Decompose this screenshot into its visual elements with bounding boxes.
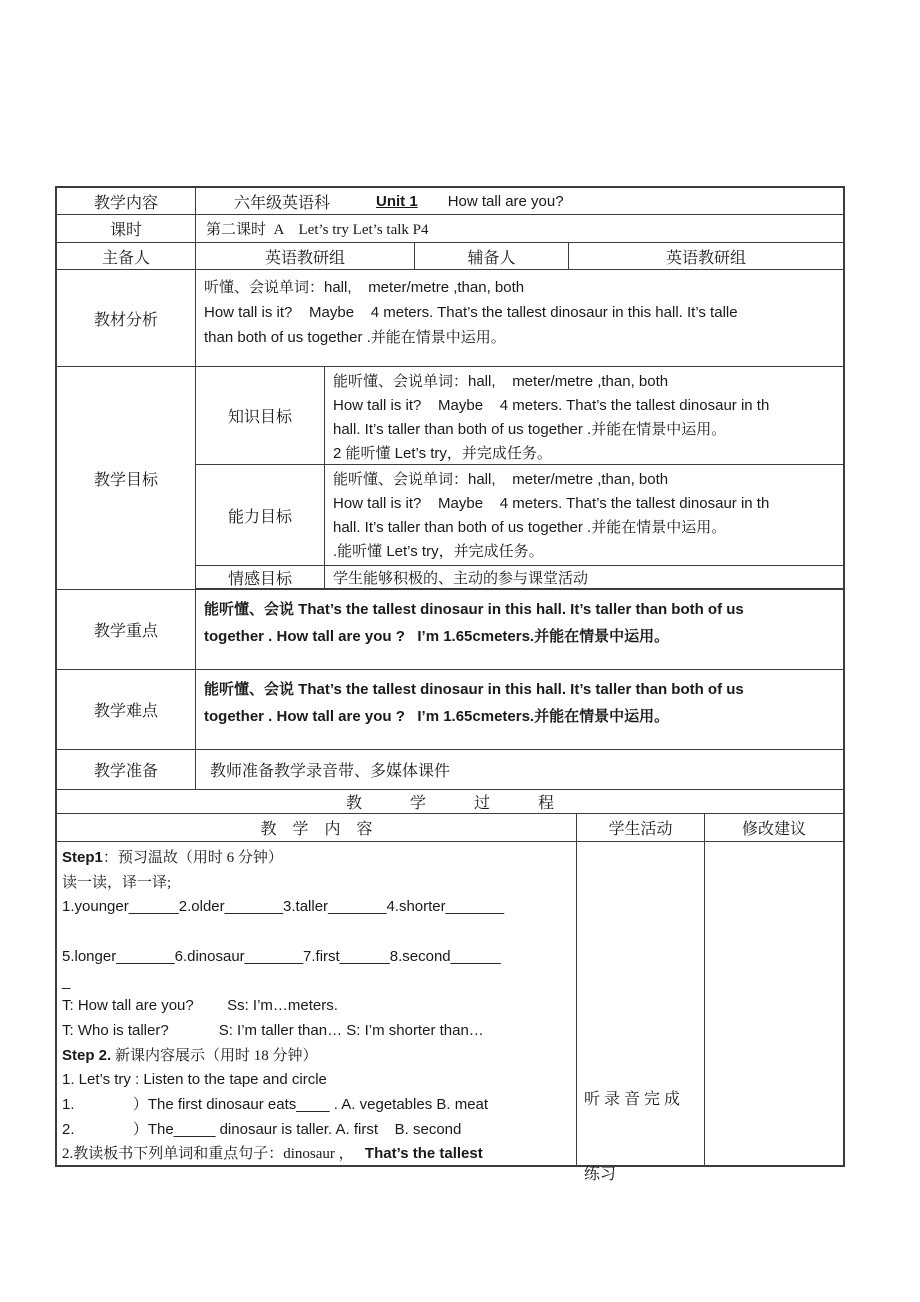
preparation-label: 教学准备 [57, 750, 196, 789]
row-ability-objective [196, 465, 843, 566]
student-activity-line: 练习 [584, 1166, 617, 1183]
step-line: 1.younger______2.older_______3.taller_______4.shorter_______ [62, 898, 505, 916]
unit-title: How tall are you? [447, 192, 564, 210]
step-line: 1. ）The first dinosaur eats____ . A. vegetables B. meat [62, 1096, 489, 1114]
period-value: 第二课时 A Let’s try Let’s talk P4 [206, 222, 429, 238]
material-analysis-label: 教材分析 [57, 270, 196, 366]
row-preparation [57, 750, 843, 790]
difficult-points-label: 教学难点 [57, 670, 196, 749]
revision-suggestions-content [705, 842, 843, 1165]
row-knowledge-objective [196, 367, 843, 465]
ability-objective-label: 能力目标 [196, 465, 325, 565]
unit-number: Unit 1 [376, 192, 418, 210]
key-points-line: 能听懂、会说 That’s the tallest dinosaur in this hall. It’s taller than both of us [204, 601, 744, 618]
objective-line: 2 能听懂 Let’s try，并完成任务。 [333, 445, 552, 462]
student-activity-header: 学生活动 [577, 814, 705, 841]
row-period [57, 215, 843, 243]
main-preparer-label: 主备人 [57, 243, 196, 269]
process-steps-content [57, 842, 577, 1165]
objective-line: .能听懂 Let’s try，并完成任务。 [333, 543, 544, 560]
step-line: _ [62, 972, 71, 990]
step-line: Step1：预习温故（用时 6 分钟） [62, 849, 283, 866]
material-line: than both of us together .并能在情景中运用。 [204, 329, 506, 346]
objective-line: How tall is it? Maybe 4 meters. That’s the tallest dinosaur in th [333, 495, 770, 512]
assist-preparer-value: 英语教研组 [665, 249, 746, 267]
objective-line: hall. It’s taller than both of us together .并能在情景中运用。 [333, 421, 727, 438]
period-label: 课时 [57, 215, 196, 242]
course-name: 六年级英语科 [234, 194, 331, 212]
step-line: 1. Let’s try : Listen to the tape and circle [62, 1071, 327, 1089]
row-key-points [57, 590, 843, 670]
key-points-label: 教学重点 [57, 590, 196, 669]
row-process-title [57, 790, 843, 814]
difficult-points-line: together . How tall are you ? I’m 1.65cmeters.并能在情景中运用。 [204, 708, 670, 725]
emotion-objective-label: 情感目标 [196, 566, 325, 588]
preparation-content: 教师准备教学录音带、多媒体课件 [210, 763, 451, 780]
key-points-line: together . How tall are you ? I’m 1.65cmeters.并能在情景中运用。 [204, 628, 670, 645]
row-objectives [57, 367, 843, 590]
material-line: How tall is it? Maybe 4 meters. That’s the tallest dinosaur in this hall. It’s talle [204, 304, 738, 321]
key-points-content [196, 590, 843, 669]
process-title: 教 学 过 程 [345, 795, 554, 812]
emotion-objective-content: 学生能够积极的、主动的参与课堂活动 [333, 570, 589, 587]
step-line [62, 920, 576, 945]
step-line: T: How tall are you? Ss: I’m…meters. [62, 997, 338, 1015]
step-line: 2. ）The_____ dinosaur is taller. A. first B. second [62, 1120, 462, 1138]
row-preparers [57, 243, 843, 270]
knowledge-objective-content [325, 367, 843, 464]
difficult-points-line: 能听懂、会说 That’s the tallest dinosaur in this hall. It’s taller than both of us [204, 681, 744, 698]
objective-line: 能听懂、会说单词：hall, meter/metre ,than, both [333, 471, 669, 488]
step-line: 5.longer_______6.dinosaur_______7.first______8.second______ [62, 947, 501, 965]
objective-line: How tall is it? Maybe 4 meters. That’s the tallest dinosaur in th [333, 397, 770, 414]
ability-objective-content [325, 465, 843, 565]
step-line: Step 2. 新课内容展示（用时 18 分钟） [62, 1046, 318, 1064]
row-emotion-objective [196, 566, 843, 589]
objective-line: hall. It’s taller than both of us together .并能在情景中运用。 [333, 519, 727, 536]
student-activity-content [577, 842, 705, 1183]
row-process-body [57, 842, 843, 1183]
step-line: T: Who is taller? S: I’m taller than… S: I’m shorter than… [62, 1021, 484, 1039]
material-line: 听懂、会说单词：hall, meter/metre ,than, both [204, 279, 525, 296]
step-line: 2.教读板书下列单词和重点句子：dinosaur ， That’s the tallest [62, 1145, 483, 1163]
main-preparer-value: 英语教研组 [196, 243, 415, 269]
row-process-headers [57, 814, 843, 842]
row-difficult-points [57, 670, 843, 750]
material-analysis-content [196, 270, 843, 366]
assist-preparer-label: 辅备人 [415, 243, 569, 269]
process-content-header: 教 学 内 容 [57, 814, 577, 841]
teaching-content-value [196, 188, 843, 214]
objective-line: 能听懂、会说单词：hall, meter/metre ,than, both [333, 373, 669, 390]
student-activity-line: 听 录 音 完 成 [584, 1091, 681, 1108]
row-material-analysis [57, 270, 843, 367]
knowledge-objective-label: 知识目标 [196, 367, 325, 464]
row-teaching-content [57, 188, 843, 215]
teaching-content-label: 教学内容 [57, 188, 196, 214]
objectives-label: 教学目标 [57, 367, 196, 589]
objectives-subtable [196, 367, 843, 589]
step-line: 读一读，译一译; [62, 874, 172, 891]
revision-suggestions-header: 修改建议 [741, 821, 806, 838]
lesson-plan-table [55, 186, 845, 1183]
difficult-points-content [196, 670, 843, 749]
